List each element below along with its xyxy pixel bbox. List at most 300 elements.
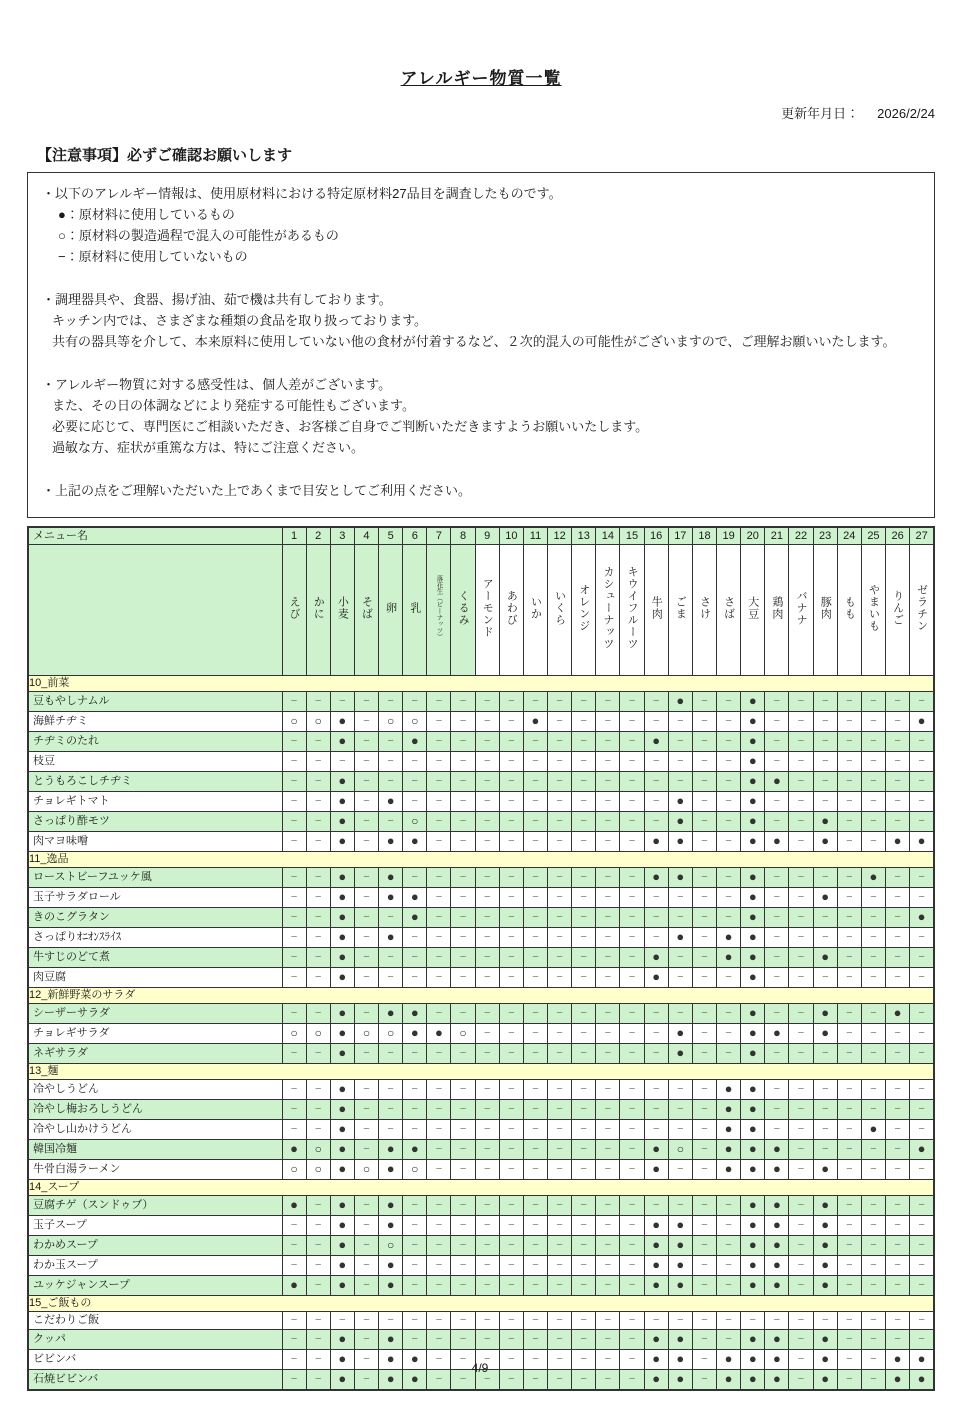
allergen-mark-cell <box>644 792 668 812</box>
allergen-mark-symbol: − <box>846 971 853 983</box>
allergen-mark-symbol: − <box>797 695 805 707</box>
allergen-mark-symbol: − <box>894 1199 901 1211</box>
allergen-mark-cell <box>379 1330 403 1350</box>
allergen-mark-symbol: − <box>677 775 684 787</box>
allergen-mark-symbol: − <box>701 1163 708 1175</box>
allergen-mark-symbol: − <box>314 755 322 767</box>
allergen-mark-cell <box>668 1024 692 1044</box>
allergen-mark-cell <box>861 1024 885 1044</box>
allergen-mark-cell <box>861 1276 885 1296</box>
allergen-mark-cell <box>813 732 837 752</box>
allergen-mark-symbol: − <box>725 715 732 727</box>
allergen-mark-symbol: ● <box>772 1197 781 1212</box>
allergen-mark-symbol: − <box>870 695 877 707</box>
allergen-mark-symbol: − <box>290 951 298 963</box>
allergen-mark-symbol: − <box>363 1219 370 1231</box>
allergen-mark-cell <box>886 752 910 772</box>
allergen-mark-symbol: − <box>628 1259 636 1271</box>
allergen-mark-cell <box>717 732 741 752</box>
allergen-mark-cell <box>379 968 403 988</box>
allergen-mark-symbol: − <box>483 1163 491 1175</box>
allergen-mark-cell <box>548 1004 572 1024</box>
allergen-mark-cell <box>403 812 427 832</box>
allergen-mark-cell <box>306 1080 330 1100</box>
allergen-mark-cell <box>403 732 427 752</box>
allergen-mark-cell <box>451 1276 475 1296</box>
allergen-mark-symbol: ○ <box>314 1141 322 1156</box>
allergen-col-name <box>837 545 861 676</box>
allergen-col-name <box>354 545 378 676</box>
allergen-mark-symbol: − <box>290 735 298 747</box>
menu-name-cell: ユッケジャンスープ <box>28 1276 282 1296</box>
allergen-mark-cell <box>813 948 837 968</box>
allergen-mark-cell <box>813 772 837 792</box>
allergen-mark-symbol: ● <box>748 1081 757 1096</box>
allergen-mark-symbol: ● <box>724 1371 733 1386</box>
allergen-mark-cell <box>354 1080 378 1100</box>
allergen-mark-cell <box>523 1160 547 1180</box>
allergen-mark-symbol: ● <box>772 1371 781 1386</box>
allergen-mark-cell <box>765 772 789 792</box>
allergen-mark-symbol: − <box>363 735 370 747</box>
allergen-col-number: 3 <box>330 527 354 545</box>
allergen-mark-cell <box>475 732 499 752</box>
allergen-mark-cell <box>330 1160 354 1180</box>
allergen-mark-cell <box>499 692 523 712</box>
allergen-mark-cell <box>282 948 306 968</box>
allergen-mark-symbol: − <box>532 795 539 807</box>
allergen-mark-symbol: − <box>314 891 322 903</box>
allergen-mark-cell <box>330 812 354 832</box>
allergen-mark-symbol: − <box>290 1083 298 1095</box>
allergen-mark-symbol: − <box>387 951 394 963</box>
allergen-mark-symbol: − <box>701 1143 708 1155</box>
menu-name-cell: 冷やしうどん <box>28 1080 282 1100</box>
allergen-mark-cell <box>765 1330 789 1350</box>
allergen-mark-symbol: ○ <box>459 1025 467 1040</box>
allergen-mark-cell <box>523 1312 547 1330</box>
allergen-mark-symbol: − <box>725 815 732 827</box>
allergen-mark-cell <box>523 868 547 888</box>
allergen-mark-cell <box>861 908 885 928</box>
allergen-mark-symbol: − <box>701 1123 708 1135</box>
menu-name-cell: チヂミのたれ <box>28 732 282 752</box>
allergen-mark-symbol: − <box>580 1083 587 1095</box>
allergen-mark-cell <box>886 1080 910 1100</box>
allergen-mark-symbol: ● <box>893 1371 902 1386</box>
allergen-mark-symbol: − <box>508 1219 515 1231</box>
allergen-mark-symbol: ● <box>338 949 347 964</box>
allergen-col-name <box>813 545 837 676</box>
allergen-mark-cell <box>306 772 330 792</box>
allergen-mark-symbol: − <box>556 795 563 807</box>
allergen-mark-symbol: − <box>483 871 491 883</box>
allergen-mark-cell <box>282 1140 306 1160</box>
allergen-mark-cell <box>596 1276 620 1296</box>
allergen-mark-symbol: − <box>290 755 298 767</box>
allergen-mark-cell <box>403 832 427 852</box>
allergen-mark-symbol: − <box>846 715 853 727</box>
allergen-mark-symbol: − <box>628 1027 636 1039</box>
allergen-mark-cell <box>596 928 620 948</box>
allergen-mark-cell <box>644 1004 668 1024</box>
allergen-mark-cell <box>644 1080 668 1100</box>
allergen-mark-cell <box>765 1100 789 1120</box>
allergen-col-name <box>548 545 572 676</box>
allergen-mark-cell <box>475 1312 499 1330</box>
allergen-mark-cell <box>306 1312 330 1330</box>
allergen-mark-symbol: − <box>459 1314 467 1326</box>
allergen-mark-cell <box>910 1216 934 1236</box>
allergen-mark-cell <box>717 1080 741 1100</box>
allergen-mark-symbol: ● <box>748 773 757 788</box>
allergen-mark-cell <box>813 1196 837 1216</box>
allergen-mark-symbol: − <box>870 1259 877 1271</box>
allergen-mark-cell <box>548 732 572 752</box>
allergen-mark-symbol: ● <box>893 1005 902 1020</box>
allergen-mark-cell <box>306 1216 330 1236</box>
allergen-mark-cell <box>813 908 837 928</box>
allergen-mark-cell <box>910 1236 934 1256</box>
allergen-col-name <box>475 545 499 676</box>
allergen-mark-cell <box>789 1160 813 1180</box>
allergen-mark-symbol: ● <box>917 1351 926 1366</box>
allergen-mark-symbol: − <box>556 871 563 883</box>
allergen-mark-symbol: − <box>459 755 467 767</box>
allergen-col-name <box>668 545 692 676</box>
allergen-mark-symbol: ● <box>748 1121 757 1136</box>
allergen-mark-symbol: − <box>290 695 298 707</box>
allergen-mark-symbol: − <box>628 931 636 943</box>
allergen-mark-cell <box>596 732 620 752</box>
allergen-mark-symbol: − <box>604 1199 612 1211</box>
allergen-mark-symbol: ● <box>821 1005 830 1020</box>
allergen-mark-symbol: − <box>363 795 370 807</box>
allergen-mark-cell <box>813 692 837 712</box>
allergen-mark-cell <box>379 1276 403 1296</box>
allergen-mark-symbol: − <box>870 755 877 767</box>
allergen-mark-cell <box>572 928 596 948</box>
allergen-mark-symbol: − <box>628 1353 636 1365</box>
allergen-mark-symbol: − <box>604 931 612 943</box>
allergen-mark-cell <box>717 908 741 928</box>
allergen-mark-symbol: − <box>604 1027 612 1039</box>
allergen-mark-symbol: − <box>290 1219 298 1231</box>
allergen-mark-symbol: − <box>411 1083 418 1095</box>
allergen-mark-symbol: − <box>556 1314 563 1326</box>
allergen-mark-cell <box>572 1256 596 1276</box>
allergen-mark-cell <box>644 692 668 712</box>
allergen-mark-cell <box>379 732 403 752</box>
menu-row <box>28 1100 934 1120</box>
allergen-mark-symbol: − <box>894 775 901 787</box>
allergen-mark-symbol: ● <box>724 929 733 944</box>
allergen-mark-cell <box>620 888 644 908</box>
allergen-mark-symbol: − <box>290 795 298 807</box>
allergen-mark-symbol: − <box>508 1199 515 1211</box>
allergen-mark-cell <box>306 692 330 712</box>
allergen-mark-symbol: ● <box>386 793 395 808</box>
allergen-name-vertical: あわび <box>505 589 518 626</box>
allergen-mark-symbol: − <box>604 1353 612 1365</box>
allergen-mark-cell <box>620 948 644 968</box>
allergen-mark-cell <box>499 1330 523 1350</box>
allergen-mark-symbol: − <box>846 1123 853 1135</box>
allergen-mark-cell <box>306 752 330 772</box>
allergen-mark-cell <box>910 712 934 732</box>
allergen-mark-symbol: − <box>556 951 563 963</box>
allergen-mark-symbol: − <box>411 1047 418 1059</box>
allergen-mark-cell <box>837 968 861 988</box>
allergen-mark-cell <box>572 888 596 908</box>
allergen-col-number: 9 <box>475 527 499 545</box>
allergen-mark-symbol: − <box>580 1333 587 1345</box>
allergen-mark-symbol: ● <box>386 833 395 848</box>
allergen-mark-symbol: ○ <box>314 1025 322 1040</box>
allergen-mark-cell <box>548 1236 572 1256</box>
allergen-mark-cell <box>451 1044 475 1064</box>
allergen-mark-symbol: − <box>459 871 467 883</box>
allergen-name-vertical: 大豆 <box>746 595 759 620</box>
allergen-mark-symbol: − <box>508 795 515 807</box>
allergen-mark-cell <box>910 1256 934 1276</box>
menu-row <box>28 968 934 988</box>
menu-name-cell: ネギサラダ <box>28 1044 282 1064</box>
allergen-mark-symbol: − <box>459 1007 467 1019</box>
allergen-mark-cell <box>741 1160 765 1180</box>
allergen-mark-cell <box>330 968 354 988</box>
allergen-mark-symbol: − <box>435 755 443 767</box>
allergen-mark-symbol: − <box>314 695 322 707</box>
allergen-mark-symbol: ● <box>410 889 419 904</box>
allergen-mark-cell <box>451 1140 475 1160</box>
allergen-mark-cell <box>330 1024 354 1044</box>
allergen-mark-symbol: − <box>894 755 901 767</box>
allergen-mark-symbol: ● <box>338 1161 347 1176</box>
allergen-mark-symbol: − <box>556 1123 563 1135</box>
allergen-mark-symbol: − <box>314 1123 322 1135</box>
allergen-mark-symbol: − <box>508 891 515 903</box>
allergen-mark-symbol: − <box>483 1143 491 1155</box>
allergen-mark-symbol: − <box>532 775 539 787</box>
allergen-mark-symbol: − <box>870 951 877 963</box>
allergen-mark-cell <box>499 1256 523 1276</box>
notice-line: ●：原材料に使用しているもの <box>58 207 235 222</box>
allergen-mark-symbol: − <box>532 1103 539 1115</box>
allergen-mark-symbol: − <box>508 1047 515 1059</box>
allergen-mark-cell <box>910 868 934 888</box>
allergen-mark-cell <box>861 692 885 712</box>
allergen-col-number: 2 <box>306 527 330 545</box>
allergen-mark-symbol: − <box>628 1333 636 1345</box>
allergen-mark-symbol: − <box>532 1333 539 1345</box>
allergen-mark-symbol: ● <box>386 1371 395 1386</box>
allergen-mark-cell <box>692 1196 716 1216</box>
menu-row <box>28 792 934 812</box>
allergen-mark-cell <box>910 948 934 968</box>
allergen-mark-cell <box>910 1160 934 1180</box>
allergen-mark-symbol: − <box>314 871 322 883</box>
allergen-mark-symbol: − <box>459 1047 467 1059</box>
allergen-mark-symbol: − <box>556 735 563 747</box>
category-name-cell: 10_前菜 <box>28 676 934 692</box>
menu-name-cell: ビビンバ <box>28 1350 282 1370</box>
allergen-col-number: 24 <box>837 527 861 545</box>
allergen-mark-symbol: − <box>314 931 322 943</box>
allergen-mark-cell <box>692 1140 716 1160</box>
allergen-col-name <box>620 545 644 676</box>
allergen-mark-cell <box>330 888 354 908</box>
allergen-mark-symbol: − <box>701 1027 708 1039</box>
allergen-mark-symbol: ● <box>410 909 419 924</box>
allergen-mark-cell <box>741 772 765 792</box>
allergen-mark-symbol: − <box>314 1373 322 1385</box>
allergen-mark-cell <box>717 1100 741 1120</box>
allergen-mark-cell <box>813 1044 837 1064</box>
allergen-mark-cell <box>717 712 741 732</box>
allergen-mark-symbol: − <box>701 971 708 983</box>
allergen-mark-symbol: ● <box>748 909 757 924</box>
allergen-mark-cell <box>572 1100 596 1120</box>
notice-line: ・アレルギー物質に対する感受性は、個人差がございます。 <box>42 377 392 392</box>
menu-row <box>28 1236 934 1256</box>
allergen-col-name <box>765 545 789 676</box>
allergen-mark-symbol: − <box>508 1279 515 1291</box>
allergen-mark-symbol: − <box>508 775 515 787</box>
allergen-mark-cell <box>523 1140 547 1160</box>
allergen-mark-cell <box>717 832 741 852</box>
allergen-mark-symbol: ● <box>821 1371 830 1386</box>
allergen-mark-cell <box>403 772 427 792</box>
allergen-mark-symbol: − <box>459 971 467 983</box>
allergen-mark-cell <box>427 1140 451 1160</box>
allergen-mark-symbol: ● <box>386 1161 395 1176</box>
allergen-mark-cell <box>910 772 934 792</box>
allergen-mark-symbol: − <box>604 775 612 787</box>
allergen-mark-cell <box>765 1236 789 1256</box>
allergen-name-vertical: 牛肉 <box>650 595 663 620</box>
allergen-mark-symbol: − <box>604 1333 612 1345</box>
allergen-mark-symbol: ● <box>338 929 347 944</box>
allergen-mark-cell <box>789 1044 813 1064</box>
allergen-mark-cell <box>282 752 306 772</box>
allergen-mark-cell <box>379 868 403 888</box>
allergen-mark-cell <box>741 1044 765 1064</box>
allergen-mark-cell <box>330 1004 354 1024</box>
allergen-mark-symbol: − <box>483 971 491 983</box>
allergen-mark-cell <box>572 1312 596 1330</box>
allergen-col-number: 6 <box>403 527 427 545</box>
allergen-mark-cell <box>475 1160 499 1180</box>
allergen-mark-symbol: − <box>677 1199 684 1211</box>
category-name-cell: 12_新鮮野菜のサラダ <box>28 988 934 1004</box>
allergen-col-number: 11 <box>523 527 547 545</box>
allergen-mark-symbol: − <box>459 735 467 747</box>
allergen-mark-symbol: − <box>797 835 805 847</box>
allergen-mark-symbol: − <box>677 1103 684 1115</box>
allergen-mark-symbol: − <box>435 931 443 943</box>
allergen-name-vertical: バナナ <box>795 589 808 626</box>
allergen-mark-symbol: − <box>918 735 925 747</box>
allergen-mark-symbol: − <box>508 911 515 923</box>
allergen-mark-symbol: − <box>918 1047 925 1059</box>
allergen-mark-cell <box>789 928 813 948</box>
menu-row <box>28 1140 934 1160</box>
allergen-mark-cell <box>861 1100 885 1120</box>
allergen-mark-cell <box>644 772 668 792</box>
allergen-mark-cell <box>306 832 330 852</box>
allergen-mark-symbol: ● <box>724 1161 733 1176</box>
allergen-mark-symbol: ● <box>652 969 661 984</box>
allergen-mark-symbol: ● <box>338 1371 347 1386</box>
allergen-mark-cell <box>789 888 813 908</box>
table-head <box>28 527 934 676</box>
table-body <box>28 676 934 1391</box>
allergen-mark-cell <box>837 712 861 732</box>
allergen-mark-symbol: − <box>508 1143 515 1155</box>
allergen-mark-symbol: − <box>797 1103 805 1115</box>
allergen-mark-symbol: − <box>411 1123 418 1135</box>
allergen-mark-symbol: − <box>870 1103 877 1115</box>
allergen-mark-cell <box>668 1312 692 1330</box>
allergen-mark-symbol: ○ <box>362 1025 371 1040</box>
allergen-mark-symbol: − <box>435 815 443 827</box>
allergen-mark-cell <box>330 792 354 812</box>
allergen-mark-cell <box>861 1216 885 1236</box>
allergen-mark-symbol: − <box>628 775 636 787</box>
allergen-mark-cell <box>837 1196 861 1216</box>
allergen-mark-cell <box>451 1312 475 1330</box>
allergen-mark-cell <box>451 1196 475 1216</box>
allergen-mark-cell <box>596 692 620 712</box>
allergen-mark-cell <box>765 968 789 988</box>
allergen-name-vertical: オレンジ <box>577 583 590 632</box>
menu-name-header-spacer <box>28 545 282 676</box>
allergen-name-vertical: カシューナッツ <box>601 565 614 650</box>
allergen-mark-symbol: − <box>918 1007 925 1019</box>
allergen-mark-symbol: − <box>290 911 298 923</box>
allergen-mark-cell <box>886 968 910 988</box>
menu-row <box>28 888 934 908</box>
allergen-mark-cell <box>789 792 813 812</box>
allergen-mark-cell <box>427 1120 451 1140</box>
allergen-mark-symbol: − <box>797 1239 805 1251</box>
allergen-mark-cell <box>427 1080 451 1100</box>
allergen-name-vertical: 乳 <box>408 602 421 614</box>
allergen-mark-cell <box>910 692 934 712</box>
allergen-mark-symbol: − <box>580 1123 587 1135</box>
allergen-mark-cell <box>572 1120 596 1140</box>
allergen-mark-symbol: − <box>508 1123 515 1135</box>
allergen-mark-symbol: ● <box>821 1277 830 1292</box>
allergen-mark-symbol: − <box>314 1047 322 1059</box>
allergen-mark-symbol: ○ <box>314 1161 322 1176</box>
allergen-mark-cell <box>475 1196 499 1216</box>
allergen-mark-cell <box>741 1330 765 1350</box>
allergen-col-number: 17 <box>668 527 692 545</box>
allergen-mark-cell <box>717 888 741 908</box>
allergen-mark-cell <box>837 1216 861 1236</box>
allergen-mark-symbol: ● <box>821 1197 830 1212</box>
menu-name-cell: 豆腐チゲ（スンドゥブ） <box>28 1196 282 1216</box>
allergen-mark-symbol: − <box>725 1219 732 1231</box>
allergen-mark-cell <box>789 832 813 852</box>
allergen-mark-cell <box>668 1236 692 1256</box>
allergen-mark-cell <box>910 752 934 772</box>
allergen-mark-cell <box>837 1236 861 1256</box>
allergen-mark-symbol: − <box>894 1219 901 1231</box>
allergen-mark-symbol: ● <box>290 1277 298 1292</box>
